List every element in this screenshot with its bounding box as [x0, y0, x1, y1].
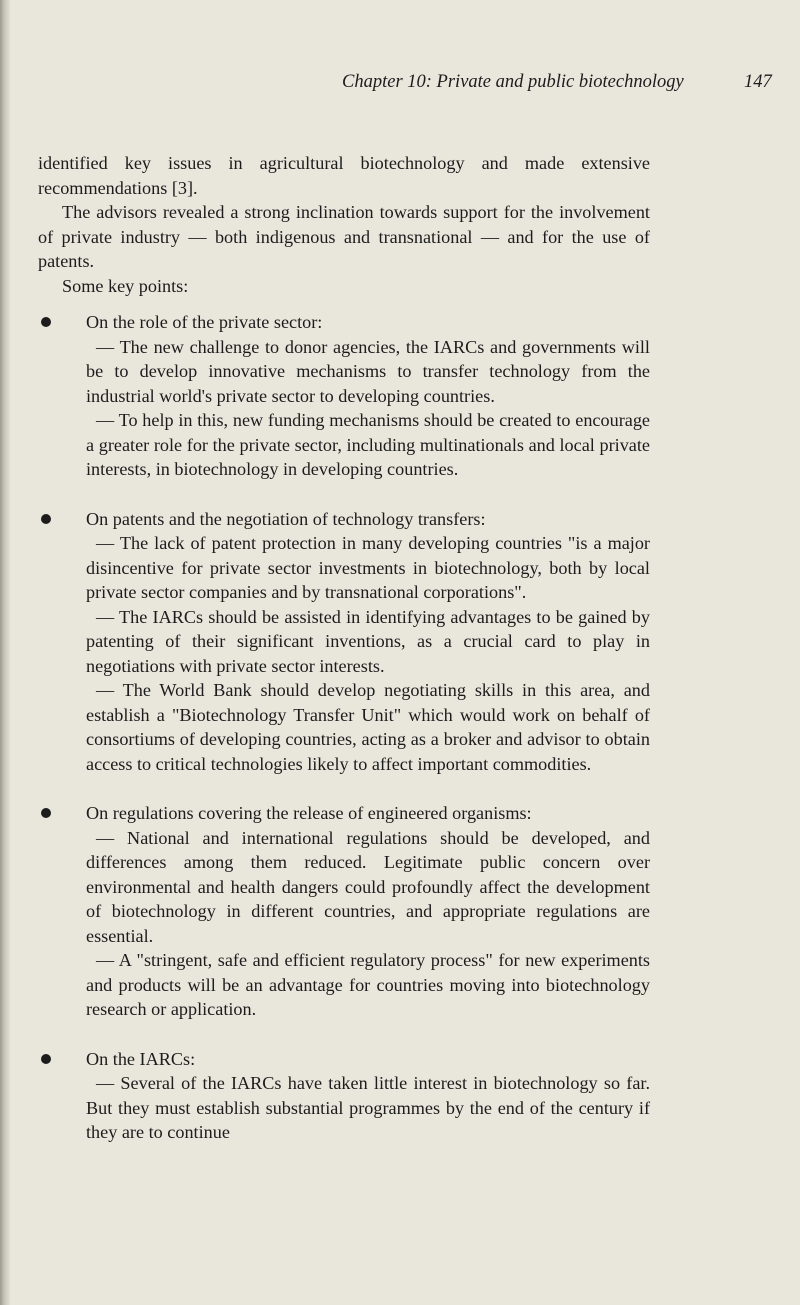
bullet-subitem: — National and international regulations should be developed, and differences among them reduced. Legitimate public concern over environmental and health dangers could profoundly affect the development of biotechnology in different countries, and appropriate regulations are essential.	[86, 827, 650, 946]
bullet-dot-icon	[41, 1054, 51, 1064]
bullet-subitem: — The new challenge to donor agencies, the IARCs and governments will be to develop innovative mechanisms to transfer technology from the industrial world's private sector to developing countries.	[86, 336, 650, 406]
intro-paragraph: identified key issues in agricultural biotechnology and made extensive recommendations [3].	[38, 153, 650, 198]
bullet-point	[38, 507, 650, 777]
body-text	[38, 151, 650, 1145]
bullet-subitem: — A "stringent, safe and efficient regulatory process" for new experiments and products will be an advantage for countries moving into biotechnology research or application.	[86, 950, 650, 1019]
bullet-dot-icon	[41, 514, 51, 524]
bullet-subitem: — The IARCs should be assisted in identifying advantages to be gained by patenting of their significant inventions, as a crucial card to play in negotiations with private sector interests.	[86, 606, 650, 676]
bullet-subitem: — The World Bank should develop negotiating skills in this area, and establish a "Biotechnology Transfer Unit" which would work on behalf of consortiums of developing countries, acting as a broker and advisor to obtain access to critical technologies likely to affect important commodities.	[86, 680, 650, 774]
bullet-dot-icon	[41, 808, 51, 818]
bullet-dot-icon	[41, 317, 51, 327]
bullet-point	[38, 310, 650, 482]
bullet-subitem: — To help in this, new funding mechanisms should be created to encourage a greater role for the private sector, including multinationals and local private interests, in biotechnology in developing countries.	[86, 410, 650, 479]
bullet-heading: On regulations covering the release of engineered organisms:	[86, 803, 532, 823]
bullet-point	[38, 1047, 650, 1145]
bullet-heading: On patents and the negotiation of technology transfers:	[86, 508, 486, 529]
bullet-point	[38, 801, 650, 1022]
key-points-label: Some key points:	[62, 275, 189, 296]
bullet-heading: On the IARCs:	[86, 1048, 196, 1069]
bullet-subitem: — Several of the IARCs have taken little interest in biotechnology so far. But they must establish substantial programmes by the end of the century if they are to continue	[86, 1073, 650, 1142]
bullet-heading: On the role of the private sector:	[86, 312, 323, 332]
bullet-subitem: — The lack of patent protection in many developing countries "is a major disincentive for private sector investments in biotechnology, both by local private sector companies and by transnational corporations".	[86, 533, 650, 602]
intro-paragraph: The advisors revealed a strong inclination towards support for the involvement of private industry — both indigenous and transnational — and for the use of patents.	[38, 202, 650, 271]
page-number: 147	[744, 72, 772, 92]
scan-edge-shadow	[0, 0, 10, 1305]
running-title: Chapter 10: Private and public biotechnology	[342, 72, 684, 92]
book-page	[38, 0, 778, 1305]
running-head	[38, 72, 778, 98]
